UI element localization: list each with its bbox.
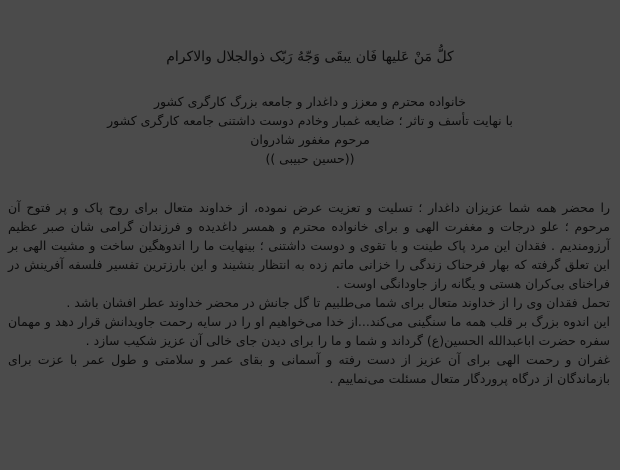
paragraph-prayer: این اندوه بزرگ بر قلب همه ما سنگینی می‌کند...از خدا می‌خواهیم او را در سایه رحمت جاویدانش قرار دهد و مهمان سفره حضرت اباعبدالله الحسین(ع) گرداند و شما و ما را برای دیدن جای خالی آن عزیز شکیب سازد . <box>8 314 610 348</box>
header-line-title: مرحوم مغفور شادروان <box>250 132 370 147</box>
quran-verse: کلُّ مَنْ عَلیها فَان یبقَی وَجّهُ رَبّک ذوالجلال والاکرام <box>166 49 454 65</box>
paragraph-patience: تحمل فقدان وی را از خداوند متعال برای شما می‌طلبیم تا گل جانش در محضر خداوند عطر افشان باشد . <box>66 295 610 310</box>
header-line-announcement: با نهایت تأسف و تاثر ؛ ضایعه غمبار وخادم دوست داشتنی جامعه کارگری کشور <box>107 113 513 128</box>
deceased-name: ((حسین حبیبی )) <box>265 151 355 166</box>
paragraph-closing: غفران و رحمت الهی برای آن عزیز از دست رفته و آسمانی و بقای عمر و سلامتی و طول عمر با عزت برای بازماندگان از درگاه پروردگار متعال مسئلت می‌نماییم . <box>8 352 610 386</box>
letter-body <box>8 198 610 388</box>
header-line-addressees: خانواده محترم و معزز و داغدار و جامعه بزرگ کارگری کشور <box>154 94 466 109</box>
letter-header <box>60 47 560 168</box>
paragraph-condolences: را محضر همه شما عزیزان داغدار ؛ تسلیت و تعزیت عرض نموده، از خداوند متعال برای روح پاک و پر فتوح آن مرحوم ؛ علو درجات و مغفرت الهی و برای خانواده محترم و همسر داغدیده و فرزندان گرامی شان صبر عظیم آرزومندیم . فقدان این مرد پاک طینت و با تقوی و دوست داشتنی ؛ بینهایت ما را اندوهگین ساخت و مشیت الهی بر این تعلق گرفته که بهار فرحناک زندگی را خزانی ماتم زده به انتظار بنشیند و این بارزترین تفسیر فلسفه آفرینش در فراخنای بی‌کران هستی و یگانه راز جاودانگی اوست . <box>8 200 610 291</box>
